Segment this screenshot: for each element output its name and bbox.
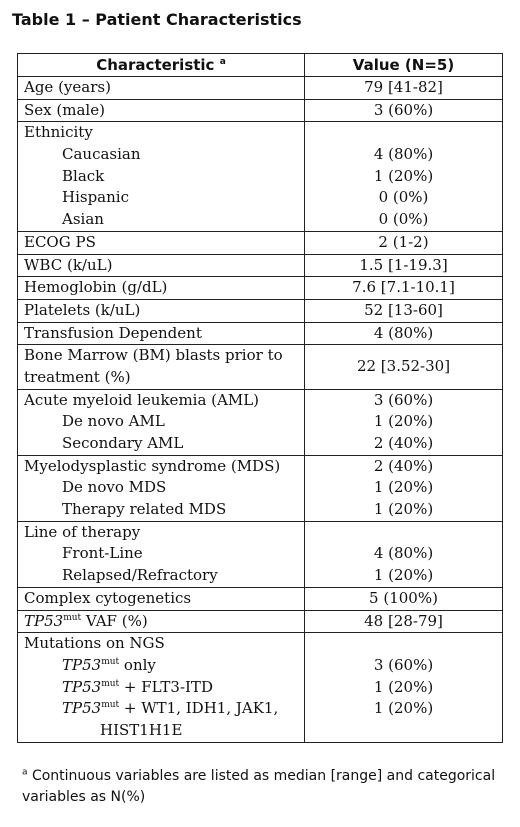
characteristic-label	[18, 144, 304, 166]
characteristic-cell	[18, 122, 305, 231]
value-text: 22 [3.52-30]	[356, 357, 451, 376]
label-text: + WT1, IDH1, JAK1,	[119, 699, 279, 718]
value-text: 4 (80%)	[373, 323, 434, 342]
table-row	[18, 322, 503, 345]
characteristic-label	[18, 232, 304, 254]
label-text: + FLT3-ITD	[119, 677, 213, 696]
value-text: 7.6 [7.1-10.1]	[352, 278, 455, 297]
gene-name: TP53	[62, 699, 102, 718]
table-footnote	[22, 766, 512, 808]
patient-characteristics-table	[17, 53, 503, 743]
footnote-marker: a	[22, 767, 28, 778]
characteristic-cell	[18, 99, 305, 122]
value-text: 4 (80%)	[373, 145, 434, 164]
table-row	[18, 610, 503, 633]
value-cell	[305, 77, 503, 100]
gene-name: TP53	[24, 611, 64, 630]
characteristic-cell	[18, 587, 305, 610]
value-cell	[305, 277, 503, 300]
footnote-text: Continuous variables are listed as median [range] and categorical variables as N(%)	[22, 768, 496, 805]
label-text: De novo MDS	[62, 478, 167, 497]
table-row	[18, 521, 503, 587]
label-text: Therapy related MDS	[62, 500, 227, 519]
table-row	[18, 254, 503, 277]
label-text: Sex (male)	[24, 100, 105, 119]
characteristic-cell	[18, 521, 305, 587]
value-cell	[305, 322, 503, 345]
characteristic-label	[18, 122, 304, 144]
label-text: Age (years)	[24, 78, 111, 96]
characteristic-label	[18, 633, 304, 655]
characteristic-cell	[18, 277, 305, 300]
value-text	[305, 720, 502, 742]
characteristic-label	[18, 565, 304, 587]
header-characteristic-label: Characteristic	[96, 56, 215, 74]
label-text: Secondary AML	[62, 434, 184, 452]
characteristic-label	[18, 323, 304, 345]
value-cell	[305, 254, 503, 277]
characteristic-label	[18, 522, 304, 544]
characteristic-label	[18, 187, 304, 209]
gene-superscript: mut	[101, 700, 120, 711]
value-text	[305, 122, 502, 144]
characteristic-label	[18, 77, 304, 99]
characteristic-cell	[18, 77, 305, 100]
characteristic-label	[18, 209, 304, 231]
characteristic-cell	[18, 345, 305, 389]
value-cell	[305, 633, 503, 742]
table-title: Table 1 – Patient Characteristics	[12, 10, 302, 29]
characteristic-cell	[18, 322, 305, 345]
label-text: Ethnicity	[24, 123, 93, 142]
column-header-value: Value (N=5)	[305, 54, 503, 77]
value-text: 1 (20%)	[373, 166, 434, 185]
label-text: Platelets (k/uL)	[24, 300, 141, 319]
label-text: Hispanic	[62, 188, 129, 207]
label-text: ECOG PS	[24, 232, 96, 251]
label-text: Myelodysplastic syndrome (MDS)	[24, 456, 281, 475]
value-text: 3 (60%)	[373, 100, 434, 119]
value-text: 1 (20%)	[373, 566, 434, 585]
gene-name: TP53	[62, 677, 102, 696]
table-row	[18, 299, 503, 322]
value-text	[305, 633, 502, 655]
characteristic-label	[18, 655, 304, 677]
characteristic-label	[18, 720, 304, 742]
table-row	[18, 277, 503, 300]
value-text: 1 (20%)	[373, 500, 434, 519]
table-row	[18, 633, 503, 742]
characteristic-cell	[18, 389, 305, 455]
characteristic-label	[18, 255, 304, 277]
characteristic-cell	[18, 610, 305, 633]
characteristic-label	[18, 588, 304, 610]
label-text: Line of therapy	[24, 522, 141, 541]
characteristic-label	[18, 456, 304, 478]
characteristic-cell	[18, 231, 305, 254]
label-text: Black	[62, 166, 105, 185]
value-cell	[305, 99, 503, 122]
table-row	[18, 99, 503, 122]
label-text: Transfusion Dependent	[24, 323, 202, 342]
table-row	[18, 389, 503, 455]
table-body	[18, 77, 503, 743]
label-text: Acute myeloid leukemia (AML)	[24, 390, 260, 409]
label-text: HIST1H1E	[100, 720, 183, 739]
value-text: 1 (20%)	[373, 699, 434, 718]
value-text: 0 (0%)	[378, 210, 429, 229]
characteristic-cell	[18, 254, 305, 277]
table-row	[18, 587, 503, 610]
value-text: 3 (60%)	[373, 390, 434, 409]
value-text: 79 [41-82]	[364, 78, 443, 96]
table-row	[18, 345, 503, 389]
value-cell	[305, 389, 503, 455]
label-text: Caucasian	[62, 145, 141, 164]
characteristic-label	[18, 100, 304, 122]
label-text: treatment (%)	[24, 367, 131, 386]
label-text: Relapsed/Refractory	[62, 566, 218, 585]
characteristic-label	[18, 300, 304, 322]
value-text: 48 [28-79]	[364, 611, 443, 630]
characteristic-label	[18, 277, 304, 299]
value-text: 1 (20%)	[373, 478, 434, 497]
label-text: De novo AML	[62, 412, 165, 431]
characteristic-label	[18, 677, 304, 699]
value-text: 5 (100%)	[369, 588, 438, 607]
characteristic-label	[18, 611, 304, 633]
table-row	[18, 122, 503, 231]
label-text: Mutations on NGS	[24, 634, 165, 653]
label-text: Bone Marrow (BM) blasts prior to	[24, 346, 283, 365]
value-text: 1 (20%)	[373, 412, 434, 431]
gene-superscript: mut	[63, 612, 82, 623]
value-text: 0 (0%)	[378, 188, 429, 207]
value-text: 3 (60%)	[373, 655, 434, 674]
value-cell	[305, 610, 503, 633]
label-text: Complex cytogenetics	[24, 588, 192, 607]
value-cell	[305, 299, 503, 322]
value-cell	[305, 345, 503, 389]
label-text: Front-Line	[62, 544, 143, 563]
label-text: Hemoglobin (g/dL)	[24, 278, 168, 297]
value-text: 2 (40%)	[373, 456, 434, 475]
value-text: 2 (40%)	[373, 434, 434, 452]
characteristic-cell	[18, 633, 305, 742]
characteristic-label	[18, 166, 304, 188]
characteristic-label	[18, 477, 304, 499]
characteristic-label	[18, 411, 304, 433]
label-text: VAF (%)	[81, 611, 148, 630]
value-cell	[305, 455, 503, 521]
characteristic-label	[18, 367, 304, 389]
table-row	[18, 455, 503, 521]
value-text: 2 (1-2)	[378, 232, 429, 251]
table-row	[18, 77, 503, 100]
characteristic-label	[18, 345, 304, 367]
value-text: 1 (20%)	[373, 677, 434, 696]
gene-superscript: mut	[101, 678, 120, 689]
value-cell	[305, 122, 503, 231]
table-header-row	[18, 54, 503, 77]
characteristic-cell	[18, 455, 305, 521]
characteristic-label	[18, 390, 304, 412]
column-header-characteristic	[18, 54, 305, 77]
value-text: 4 (80%)	[373, 544, 434, 563]
value-cell	[305, 587, 503, 610]
value-cell	[305, 521, 503, 587]
characteristic-label	[18, 433, 304, 455]
characteristic-label	[18, 499, 304, 521]
value-cell	[305, 231, 503, 254]
value-text: 1.5 [1-19.3]	[359, 255, 448, 274]
value-text	[305, 522, 502, 544]
label-text: WBC (k/uL)	[24, 255, 113, 274]
header-footnote-marker: a	[219, 57, 226, 67]
characteristic-label	[18, 543, 304, 565]
table-row	[18, 231, 503, 254]
label-text: Asian	[62, 210, 104, 229]
characteristic-label	[18, 698, 304, 720]
characteristic-cell	[18, 299, 305, 322]
gene-name: TP53	[62, 655, 102, 674]
label-text: only	[119, 655, 156, 674]
value-text: 52 [13-60]	[364, 300, 443, 319]
gene-superscript: mut	[101, 656, 120, 667]
